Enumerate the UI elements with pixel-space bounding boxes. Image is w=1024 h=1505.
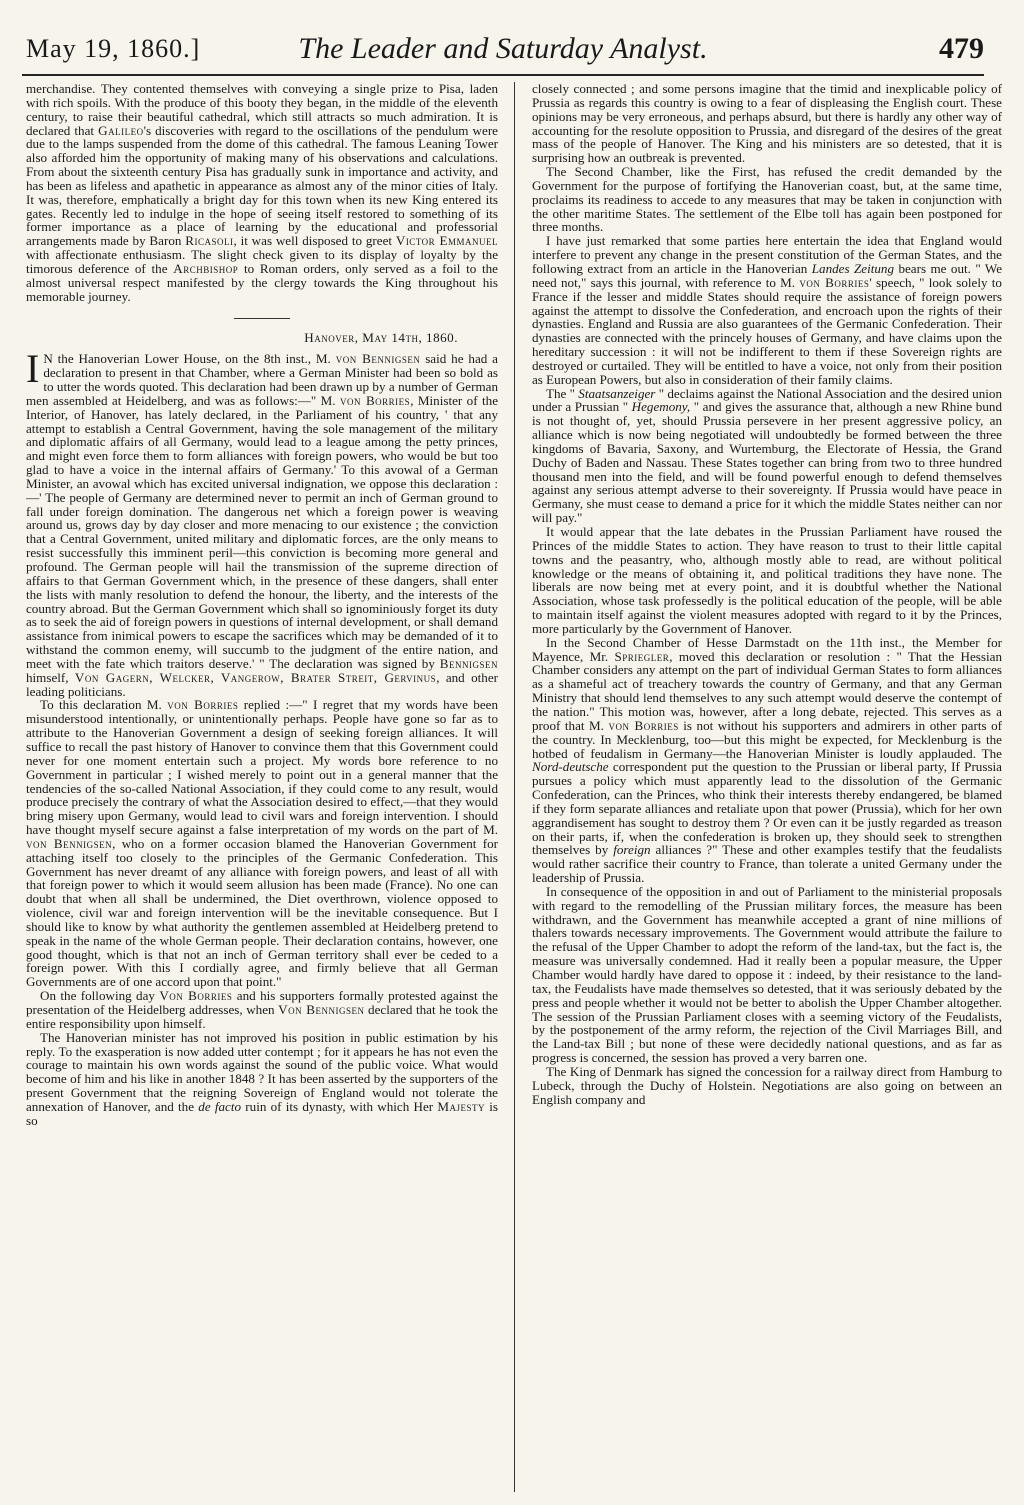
- hanover-paragraph-1: I N the Hanoverian Lower House, on the 8th inst., M. von Bennigsen said he had a declaration to present in that Chamber, where a German Minister had been so bold as to utter the words quoted. This declaration had been drawn up by a number of German men assembled at Heidelberg, and was as follows:—" M. von Borries, Minister of the Interior, of Hanover, has lately declared, in the Parliament of his country, ' that any attempt to establish a Central Government, having the sole management of the military and diplomatic affairs of all Germany, would lead to a league among the petty princes, and might even force them to form alliances with foreign powers, who would be but too glad to have a voice in the internal affairs of Germany.' To this avowal of a German Minister, an avowal which has excited universal indignation, we oppose this declaration :—' The people of Germany are determined never to permit an inch of German ground to fall under foreign domination. The dangerous net which a foreign power is weaving around us, grows day by day closer and more menacing to our existence ; the conviction that a Central Government, united military and diplomatic forces, are the only means to resist successfully this imminent peril—this conviction is becoming more general and profound. The German people will hail the transmission of the supreme direction of affairs to that German Government which, in the presence of these dangers, shall enter the lists with manly resolution to defend the honour, the liberty, and the interests of the country abroad. But the German Government which shall so ignominiously forget its duty as to seek the aid of foreign powers in questions of internal development, or shall demand assistance from inimical powers to escape the sacrifices which may be demanded of it to withstand the common enemy, will succumb to the judgment of the entire nation, and meet with the fate which traitors deserve.' " The declaration was signed by Bennigsen himself, Von Gagern, Welcker, Vangerow, Brater Streit, Gervinus, and other leading politicians.: [26, 346, 498, 699]
- right-paragraph-1: closely connected ; and some persons imagine that the timid and inexplicable policy of Prussia as regards this country is owing to a fear of displeasing the English court. These opinions may be very erroneous, and perhaps absurd, but there is hardly any other way of accounting for the resolute opposition to Prussia, and disregard of the desires of the great mass of the people of Hanover. The King and his ministers are so detested, that it is surprising how an outbreak is prevented.: [532, 82, 1002, 166]
- right-paragraph-8: The King of Denmark has signed the concession for a railway direct from Hamburg to Lubeck, through the Duchy of Holstein. Negotiations are also going on between an English company and: [532, 1063, 1002, 1107]
- drop-cap: I: [26, 346, 40, 392]
- right-paragraph-5: It would appear that the late debates in the Prussian Parliament have roused the Princes of the middle States to action. They have reason to trust to their little capital towns and the peasantry, who, although mostly able to read, are without political knowledge or the means of obtaining it, and political traditions they have none. The liberals are now being met at every point, and it is doubtful whether the National Association, whose task professedly is the political education of the people, will be able to maintain itself against the violent measures adopted with regard to it by the Princes, more particularly by the Government of Hanover.: [532, 524, 1002, 636]
- article-columns: [22, 82, 1002, 1492]
- right-paragraph-6: In the Second Chamber of Hesse Darmstadt on the 11th inst., the Member for Mayence, Mr. Spriegler, moved this declaration or resolution : " That the Hessian Chamber considers any attempt on the part of individual German States to form alliances as a shameful act of treachery towards the country of Germany, and that any German Ministry that should lend themselves to any such attempt would deserve the contempt of the nation." This motion was, however, after a long debate, rejected. This serves as a proof that M. von Borries is not without his supporters and admirers in other parts of the country. In Mecklenburg, too—but this might be expected, for Mecklenburg is the hotbed of feudalism in Germany—the Hanoverian Minister is loudly applauded. The Nord-deutsche correspondent put the question to the Prussian or liberal party, If Prussia pursues a policy which must apparently lead to the dissolution of the Germanic Confederation, can the Princes, who think their interests thereby endangered, be blamed if they form separate alliances and retaliate upon that power (Prussia), which for her own aggrandisement has sought to destroy them ? Or even can it be justly regarded as treason on their parts, if, when the confederation is broken up, they should seek to strengthen themselves by foreign alliances ?" These and other examples testify that the feudalists would rather sacrifice their country to France, than tolerate a united Germany under the leadership of Prussia.: [532, 634, 1002, 886]
- hanover-paragraph-4: The Hanoverian minister has not improved his position in public estimation by his reply. To the exasperation is now added utter contempt ; for it appears he has not even the courage to maintain his own words against the sound of the public voice. What would become of him and his like in another 1848 ? It has been asserted by the supporters of the present Government that the reigning Sovereign of England would not tolerate the annexation of Hanover, and the de facto ruin of its dynasty, with which Her Majesty is so: [26, 1029, 498, 1128]
- issue-date: May 19, 1860.]: [26, 34, 201, 63]
- column-rule: [514, 82, 515, 1492]
- page-number: 479: [939, 32, 984, 65]
- right-paragraph-4: The " Staatsanzeiger " declaims against the National Association and the desired union under a Prussian " Hegemony, " and gives the assurance that, although a new Rhine bund is not thought of, yet, should Prussia persevere in her present aggressive policy, an alliance which is now being negotiated will undoubtedly be formed between the three kingdoms of Bavaria, Saxony, and Wurtemburg, the Electorate of Hessia, the Grand Duchy of Baden and Nassau. These States together can bring from two to three hundred thousand men into the field, and will be found powerful enough to defend themselves against any serious attempt adverse to their sovereignty. If Prussia would have peace in Germany, she must cease to demand a price for it which the middle States neither can nor will pay.": [532, 385, 1002, 526]
- hanover-paragraph-3: On the following day Von Borries and his supporters formally protested against the presentation of the Heidelberg addresses, when Von Bennigsen declared that he took the entire responsibility upon himself.: [26, 988, 498, 1031]
- publication-title: The Leader and Saturday Analyst.: [298, 32, 708, 65]
- section-separator: [234, 318, 290, 319]
- hanover-paragraph-2: To this declaration M. von Borries replied :—" I regret that my words have been misunderstood intentionally, or unintentionally perhaps. People have gone so far as to attribute to the Hanoverian Government a design of seeking foreign alliances. It will suffice to recall the past history of Hanover to convince them that this Government could never for one moment entertain such a project. My words bore reference to no Government in particular ; I wished merely to point out in a general manner that the tendencies of the so-called National Association, if they could come to any result, would produce precisely the contrary of what the Association desired to effect,—that they would bring misery upon Germany, would lead to civil wars and foreign intervention. I should have thought myself secure against a false interpretation of my words on the part of M. von Bennigsen, who on a former occasion blamed the Hanoverian Government for attaching itself too closely to the principles of the Germanic Confederation. This Government has never dreamt of any alliance with foreign powers, and least of all with that foreign power to which it would seem allusion has been made (France). No one can doubt that when all shall be undermined, the Diet overthrown, violence opposed to violence, civil war and foreign intervention will be the inevitable consequence. But I should like to know by what authority the gentlemen assembled at Heidelberg pretend to speak in the name of the whole German people. Their declaration contains, however, one good thought, which is that not an inch of German territory shall ever be ceded to a foreign power. With this I cordially agree, and firmly believe that all German Governments are of one accord upon that point.": [26, 697, 498, 990]
- right-paragraph-7: In consequence of the opposition in and out of Parliament to the ministerial proposals with regard to the remodelling of the Prussian military forces, the measure has been withdrawn, and the Government has meanwhile accepted a grant of nine millions of thalers towards necessary improvements. The Government would attribute the failure to the refusal of the Upper Chamber to adopt the reform of the land-tax, but the fact is, the measure was universally condemned. Had it really been a popular measure, the Upper Chamber would hardly have dared to oppose it : indeed, by their resistance to the land-tax, the Feudalists have made themselves so detested, that it was seriously debated by the press and people whether it would not be better to abolish the Upper Chamber altogether. The session of the Prussian Parliament closes with a seeming victory of the Feudalists, by the postponement of the army reform, the rejection of the Civil Marriages Bill, and the Land-tax Bill ; but none of these were decidedly national questions, and as far as progress is concerned, the session has proved a very barren one.: [532, 883, 1002, 1066]
- pisa-paragraph: merchandise. They contented themselves with conveying a single prize to Pisa, laden with rich spoils. With the produce of this booty they began, in the middle of the eleventh century, to raise their beautiful cathedral, which still attracts so much admiration. It is declared that Galileo's discoveries with regard to the oscillations of the pendulum were due to the lamps suspended from the dome of this cathedral. The famous Leaning Tower also afforded him the opportunity of making many of his observations and calculations. From about the sixteenth century Pisa has gradually sunk in importance and activity, and has been as lifeless and apathetic in appearance as almost any of the minor cities of Italy. It was, therefore, emphatically a bright day for this town when its new King entered its gates. Recently led to indulge in the hope of seeing itself restored to something of its former importance as a place of learning by the educational and professorial arrangements made by Baron Ricasoli, it was well disposed to greet Victor Emmanuel with affectionate enthusiasm. The slight check given to its display of loyalty by the timorous deference of the Archbishop to Roman orders, only served as a foil to the almost universal respect manifested by the clergy towards the King throughout his memorable journey.: [26, 82, 498, 304]
- right-column: [532, 82, 1002, 1492]
- right-paragraph-2: The Second Chamber, like the First, has refused the credit demanded by the Government for the purpose of fortifying the Hanoverian coast, but, at the same time, proclaims its readiness to accede to any measures that may be taken in conjunction with the other maritime States. The settlement of the Elbe toll has again been postponed for three months.: [532, 164, 1002, 235]
- dateline: Hanover, May 14th, 1860.: [304, 329, 458, 345]
- right-paragraph-3: I have just remarked that some parties here entertain the idea that England would interfere to prevent any change in the present constitution of the German States, and the following extract from an article in the Hanoverian Landes Zeitung bears me out. " We need not," says this journal, with reference to M. von Borries' speech, " look solely to France if the lesser and middle States should require the assistance of foreign powers against the attempt to dissolve the Confederation, and encroach upon the rights of their dynasties. England and Russia are also guarantees of the Germanic Confederation. Their dynasties are connected with the princely houses of Germany, and have claims upon the hereditary succession : it will not be indifferent to them if these Sovereign rights are destroyed or curtailed. They will be entitled to have a voice, not only from their position as European Powers, but also in consideration of their family claims.: [532, 233, 1002, 387]
- left-column: [26, 82, 498, 1492]
- masthead: [22, 30, 984, 76]
